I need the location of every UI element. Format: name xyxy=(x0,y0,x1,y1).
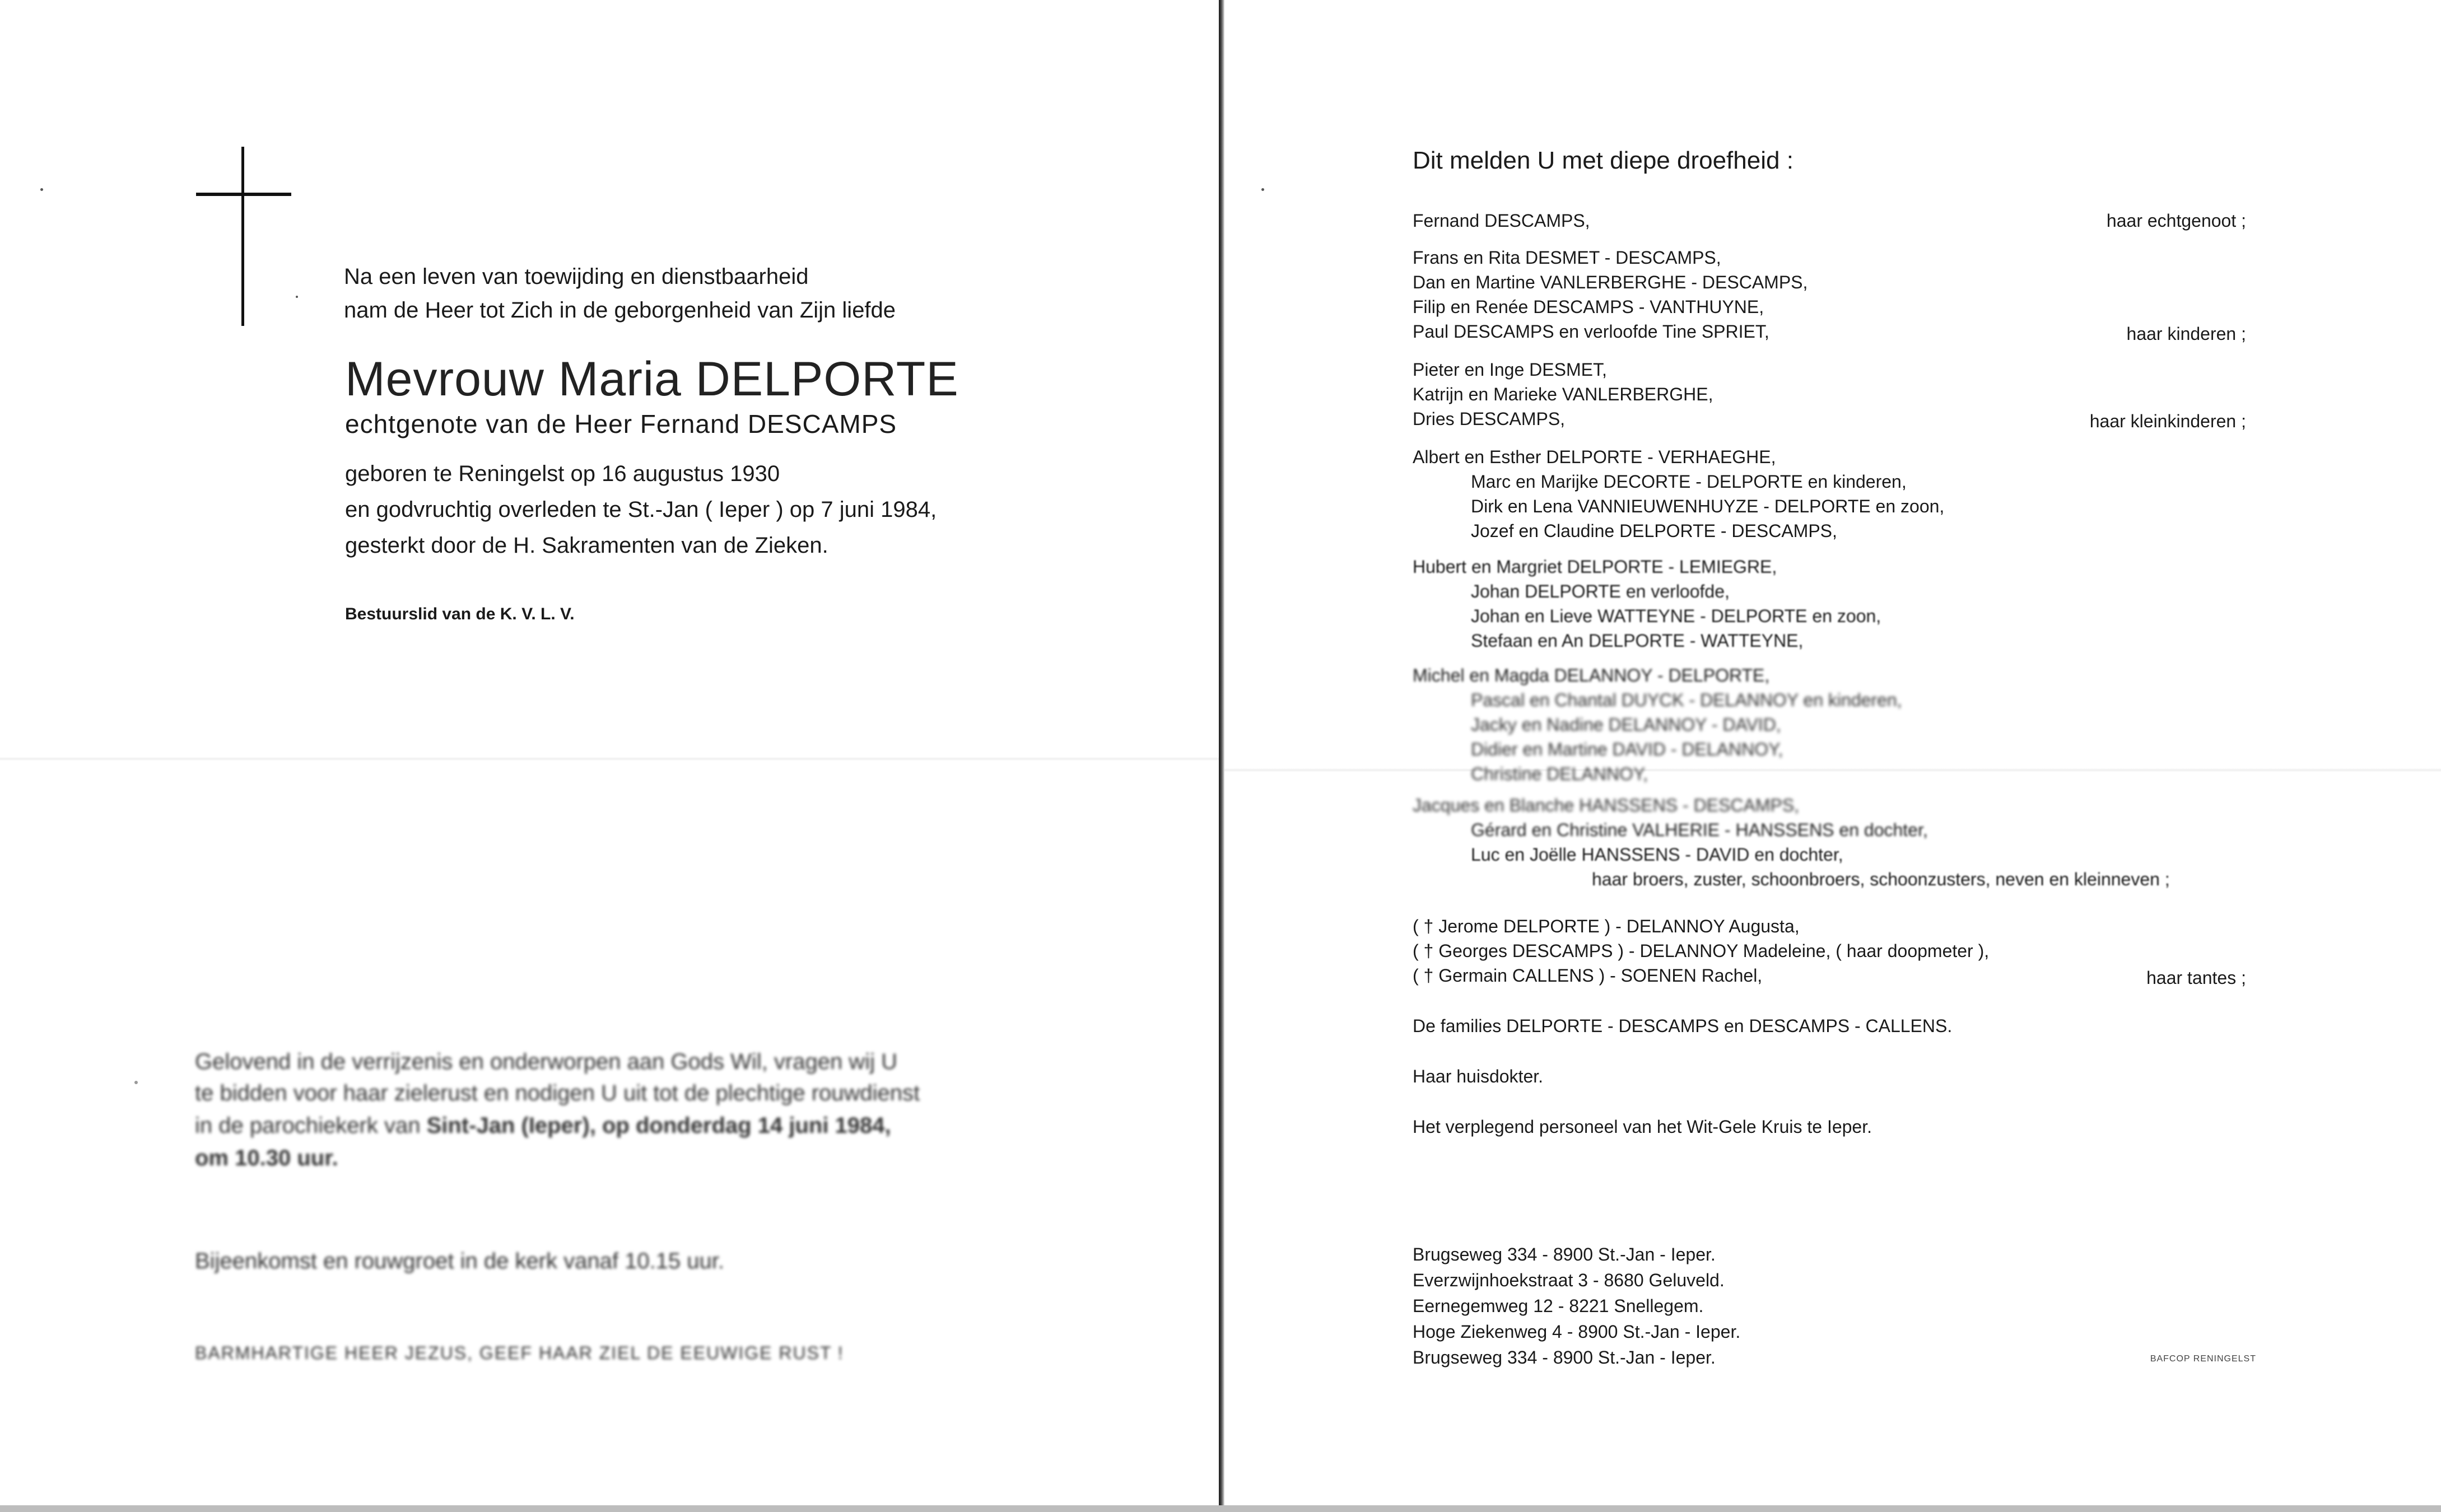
card-fold-gap xyxy=(1219,0,1224,1512)
ceremony-date: Sint-Jan (Ieper), op donderdag 14 juni 1984, xyxy=(426,1113,891,1138)
aunt-entry: ( † Jerome DELPORTE ) - DELANNOY Augusta, xyxy=(1413,916,1800,936)
ceremony-time-text: om 10.30 uur. xyxy=(195,1146,338,1170)
sibling-entry: Jacky en Nadine DELANNOY - DAVID, xyxy=(1471,715,1781,735)
spouse-relation: haar echtgenoot ; xyxy=(2106,211,2246,231)
right-page xyxy=(1224,0,2441,1512)
spouse-name: Fernand DESCAMPS, xyxy=(1413,211,1590,231)
prayer-line: BARMHARTIGE HEER JEZUS, GEEF HAAR ZIEL DE EEUWIGE RUST ! xyxy=(195,1343,844,1363)
doctor-line: Haar huisdokter. xyxy=(1413,1066,1544,1086)
sibling-entry: Jozef en Claudine DELPORTE - DESCAMPS, xyxy=(1471,521,1837,541)
aunts-relation: haar tantes ; xyxy=(2146,968,2246,988)
left-page xyxy=(0,0,1219,1512)
cross-icon-horizontal xyxy=(196,193,291,196)
aunt-entry: ( † Germain CALLENS ) - SOENEN Rachel, xyxy=(1413,965,1763,986)
nursing-line: Het verplegend personeel van het Wit-Gele Kruis te Ieper. xyxy=(1413,1117,1872,1137)
children-relation: haar kinderen ; xyxy=(2126,324,2246,344)
birth-line: geboren te Reningelst op 16 augustus 1930 xyxy=(345,461,780,486)
paper-speck xyxy=(296,296,298,298)
sibling-entry: Marc en Marijke DECORTE - DELPORTE en kinderen, xyxy=(1471,472,1907,492)
sibling-entry: Luc en Joëlle HANSSENS - DAVID en dochter, xyxy=(1471,844,1843,865)
sibling-entry: Dirk en Lena VANNIEUWENHUYZE - DELPORTE en zoon, xyxy=(1471,496,1945,516)
aunt-entry: ( † Georges DESCAMPS ) - DELANNOY Madeleine, ( haar doopmeter ), xyxy=(1413,941,1990,961)
card-bottom-edge xyxy=(0,1505,2441,1512)
gathering-line: Bijeenkomst en rouwgroet in de kerk vanaf 10.15 uur. xyxy=(195,1249,724,1273)
grandchildren-relation: haar kleinkinderen ; xyxy=(2089,411,2246,431)
address-line: Hoge Ziekenweg 4 - 8900 St.-Jan - Ieper. xyxy=(1413,1322,1741,1342)
ceremony-church: in de parochiekerk van xyxy=(195,1113,421,1138)
intro-line: Na een leven van toewijding en dienstbaarheid xyxy=(344,264,809,289)
child-entry: Dan en Martine VANLERBERGHE - DESCAMPS, xyxy=(1413,272,1808,292)
sibling-entry: Albert en Esther DELPORTE - VERHAEGHE, xyxy=(1413,447,1776,467)
ceremony-time xyxy=(195,1146,338,1171)
families-line: De families DELPORTE - DESCAMPS en DESCAMPS - CALLENS. xyxy=(1413,1016,1953,1036)
sacraments-line: gesterkt door de H. Sakramenten van de Zieken. xyxy=(345,533,828,558)
spouse-line: echtgenote van de Heer Fernand DESCAMPS xyxy=(345,409,897,438)
sibling-entry: Johan en Lieve WATTEYNE - DELPORTE en zoon, xyxy=(1471,606,1881,626)
intro-line: nam de Heer tot Zich in de geborgenheid van Zijn liefde xyxy=(344,298,896,323)
siblings-relation: haar broers, zuster, schoonbroers, schoonzusters, neven en kleinneven ; xyxy=(1592,869,2170,889)
sibling-entry: Christine DELANNOY, xyxy=(1471,764,1648,784)
function-line: Bestuurslid van de K. V. L. V. xyxy=(345,605,575,623)
sibling-entry: Stefaan en An DELPORTE - WATTEYNE, xyxy=(1471,631,1804,651)
sibling-entry: Gérard en Christine VALHERIE - HANSSENS en dochter, xyxy=(1471,820,1928,840)
address-line: Eernegemweg 12 - 8221 Snellegem. xyxy=(1413,1296,1704,1316)
sibling-entry: Hubert en Margriet DELPORTE - LEMIEGRE, xyxy=(1413,557,1777,577)
sibling-entry: Pascal en Chantal DUYCK - DELANNOY en kinderen, xyxy=(1471,690,1902,710)
ceremony-line: Gelovend in de verrijzenis en onderworpen aan Gods Wil, vragen wij U xyxy=(195,1049,897,1074)
death-line: en godvruchtig overleden te St.-Jan ( Ieper ) op 7 juni 1984, xyxy=(345,497,937,522)
cross-icon-vertical xyxy=(241,147,244,326)
deceased-name: Mevrouw Maria DELPORTE xyxy=(345,352,959,406)
grandchild-entry: Dries DESCAMPS, xyxy=(1413,409,1566,429)
address-line: Brugseweg 334 - 8900 St.-Jan - Ieper. xyxy=(1413,1347,1716,1368)
child-entry: Paul DESCAMPS en verloofde Tine SPRIET, xyxy=(1413,321,1769,342)
address-line: Brugseweg 334 - 8900 St.-Jan - Ieper. xyxy=(1413,1244,1716,1264)
ceremony-line: te bidden voor haar zielerust en nodigen U uit tot de plechtige rouwdienst xyxy=(195,1081,920,1105)
printer-mark: BAFCOP RENINGELST xyxy=(2150,1354,2256,1364)
address-line: Everzwijnhoekstraat 3 - 8680 Geluveld. xyxy=(1413,1270,1725,1290)
ceremony-line xyxy=(195,1113,891,1138)
grandchild-entry: Pieter en Inge DESMET, xyxy=(1413,360,1607,380)
grandchild-entry: Katrijn en Marieke VANLERBERGHE, xyxy=(1413,384,1713,404)
sibling-entry: Michel en Magda DELANNOY - DELPORTE, xyxy=(1413,665,1770,685)
right-fold-crease xyxy=(1224,768,2441,772)
sibling-entry: Johan DELPORTE en verloofde, xyxy=(1471,581,1730,601)
sibling-entry: Didier en Martine DAVID - DELANNOY, xyxy=(1471,739,1783,759)
paper-speck xyxy=(1261,188,1264,191)
left-fold-crease xyxy=(0,757,1219,760)
paper-speck xyxy=(134,1081,138,1084)
announcement-heading: Dit melden U met diepe droefheid : xyxy=(1413,147,1794,174)
paper-speck xyxy=(40,188,43,191)
child-entry: Filip en Renée DESCAMPS - VANTHUYNE, xyxy=(1413,297,1764,317)
sibling-entry: Jacques en Blanche HANSSENS - DESCAMPS, xyxy=(1413,795,1800,815)
child-entry: Frans en Rita DESMET - DESCAMPS, xyxy=(1413,248,1721,268)
